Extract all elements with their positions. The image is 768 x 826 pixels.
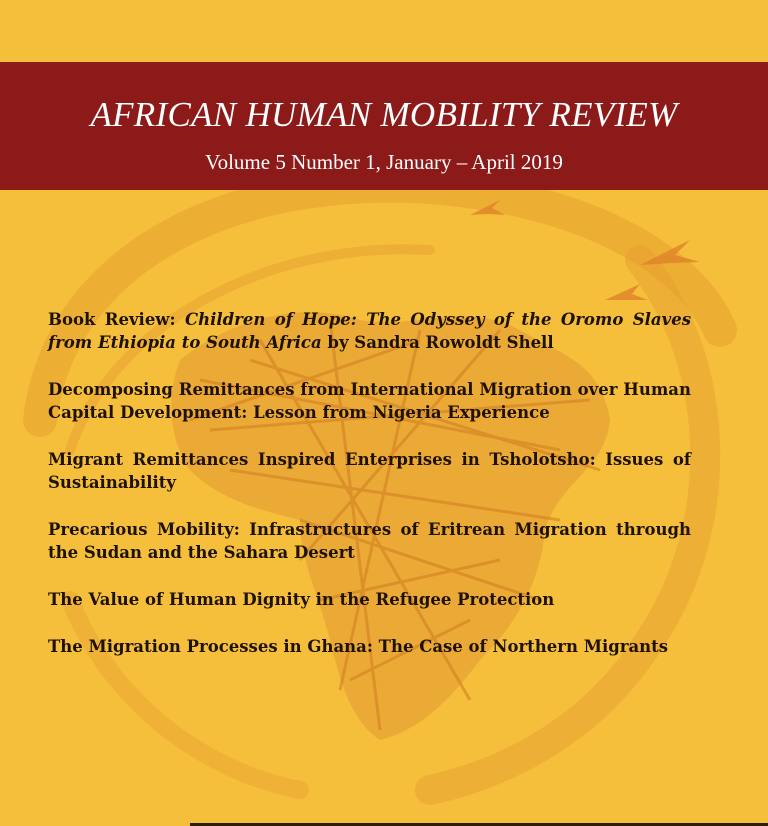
book-review-prefix: Book Review: xyxy=(48,310,185,329)
table-of-contents xyxy=(48,308,691,682)
book-review-title: Children of Hope: The Odyssey of the Oromo Slaves from Ethiopia to South Africa xyxy=(48,310,691,352)
article-item: The Migration Processes in Ghana: The Case of Northern Migrants xyxy=(48,637,669,656)
article-item: Decomposing Remittances from International Migration over Human Capital Development: Lesson from Nigeria Experience xyxy=(48,380,691,422)
article-item: Precarious Mobility: Infrastructures of Eritrean Migration through the Sudan and the Sahara Desert xyxy=(48,520,691,562)
article-book-review xyxy=(48,308,691,354)
issue-info: Volume 5 Number 1, January – April 2019 xyxy=(205,150,563,174)
article-item: The Value of Human Dignity in the Refugee Protection xyxy=(48,590,555,609)
journal-title: AFRICAN HUMAN MOBILITY REVIEW xyxy=(90,95,678,134)
book-review-author: by Sandra Rowoldt Shell xyxy=(321,333,554,352)
article-item: Migrant Remittances Inspired Enterprises in Tsholotsho: Issues of Sustainability xyxy=(48,450,691,492)
